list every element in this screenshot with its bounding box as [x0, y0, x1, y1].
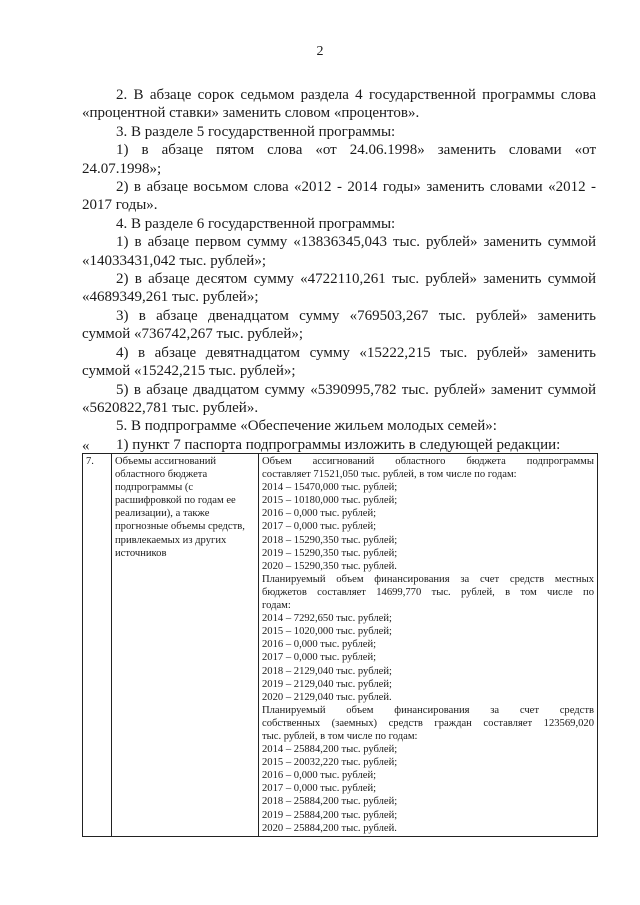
text-line: 2. В абзаце сорок седьмом раздела 4 государственной программы слова [116, 87, 596, 103]
year-line: 2016 – 0,000 тыс. рублей; [262, 770, 377, 782]
text-line: «процентной ставки» заменить словом «процентов». [82, 105, 420, 122]
table-row [83, 454, 598, 837]
text-line: 24.07.1998»; [82, 160, 162, 177]
text-line: 4. В разделе 6 государственной программы: [116, 215, 396, 232]
text-line: 1) в абзаце первом сумму «13836345,043 тыс. рублей» заменить суммой [116, 234, 596, 251]
year-line: 2014 – 25884,200 тыс. рублей; [262, 744, 398, 756]
row-number: 7. [83, 454, 112, 837]
label-line: подпрограммы (с [115, 482, 194, 494]
text-line: 3) в абзаце двенадцатом сумму «769503,267 тыс. рублей» заменить [116, 307, 596, 324]
year-line: 2016 – 0,000 тыс. рублей; [262, 639, 377, 651]
year-line: 2020 – 25884,200 тыс. рублей. [262, 822, 397, 834]
paragraph [82, 307, 596, 325]
paragraph-continuation [82, 362, 596, 380]
paragraph-continuation [82, 160, 596, 178]
text-line: 5. В подпрограмме «Обеспечение жильем молодых семей»: [116, 418, 497, 435]
content-line: Объем ассигнований областного бюджета подпрограммы [262, 456, 594, 467]
year-line: 2018 – 2129,040 тыс. рублей; [262, 665, 392, 677]
paragraph [82, 344, 596, 362]
content-line: составляет 71521,050 тыс. рублей, в том числе по годам: [262, 469, 517, 481]
paragraph-continuation [82, 288, 596, 306]
paragraph-continuation [82, 196, 596, 214]
year-line: 2017 – 0,000 тыс. рублей; [262, 652, 377, 664]
paragraph [82, 178, 596, 196]
text-line: суммой «736742,267 тыс. рублей»; [82, 326, 304, 343]
text-line: «5620822,781 тыс. рублей». [82, 399, 259, 416]
year-line: 2015 – 10180,000 тыс. рублей; [262, 495, 398, 507]
text-line: 1) пункт 7 паспорта подпрограммы изложить в следующей редакции: [116, 436, 561, 453]
year-line: 2015 – 1020,000 тыс. рублей; [262, 626, 392, 638]
paragraph-continuation [82, 399, 596, 417]
content-line: Планируемый объем финансирования за счет средств [262, 704, 594, 716]
paragraph [82, 86, 596, 104]
paragraph [82, 417, 596, 435]
year-line: 2019 – 25884,200 тыс. рублей; [262, 809, 398, 821]
year-line: 2019 – 2129,040 тыс. рублей; [262, 678, 392, 690]
paragraph [82, 215, 596, 233]
year-line: 2020 – 15290,350 тыс. рублей. [262, 560, 397, 572]
year-line: 2015 – 20032,220 тыс. рублей; [262, 757, 398, 769]
text-line: 5) в абзаце двадцатом сумму «5390995,782 тыс. рублей» заменит суммой [116, 381, 596, 398]
paragraph [82, 381, 596, 399]
year-line: 2018 – 15290,350 тыс. рублей; [262, 534, 398, 546]
content-line: Планируемый объем финансирования за счет средств местных [262, 573, 594, 585]
year-line: 2018 – 25884,200 тыс. рублей; [262, 796, 398, 808]
text-line: 4) в абзаце девятнадцатом сумму «15222,215 тыс. рублей» заменить [116, 344, 596, 361]
label-line: других источников [115, 534, 227, 559]
year-line: 2014 – 7292,650 тыс. рублей; [262, 613, 392, 625]
text-line: суммой «15242,215 тыс. рублей»; [82, 363, 296, 380]
label-line: расшифровкой по годам [115, 495, 224, 507]
paragraph [82, 141, 596, 159]
label-line: прогнозные объемы [115, 521, 206, 533]
content-line: тыс. рублей, в том числе по годам: [262, 730, 418, 742]
paragraph-continuation [82, 325, 596, 343]
content-line: собственных (заемных) средств граждан составляет 123569,020 [262, 717, 594, 729]
label-line: областного бюджета [115, 469, 208, 481]
row-content [259, 454, 598, 837]
content-line: годам: [262, 600, 291, 612]
year-line: 2016 – 0,000 тыс. рублей; [262, 508, 377, 520]
content-line: бюджетов составляет 14699,770 тыс. рублей, в том числе по [262, 586, 594, 598]
text-line: 3. В разделе 5 государственной программы: [116, 123, 396, 140]
paragraph [82, 123, 596, 141]
year-line: 2017 – 0,000 тыс. рублей; [262, 521, 377, 533]
year-line: 2019 – 15290,350 тыс. рублей; [262, 547, 398, 559]
label-line: Объемы ассигнований [115, 456, 217, 467]
paragraph [82, 436, 596, 454]
text-line: «14033431,042 тыс. рублей»; [82, 252, 266, 269]
text-line: 2) в абзаце десятом сумму «4722110,261 тыс. рублей» заменить суммой [116, 271, 596, 288]
paragraph-continuation [82, 252, 596, 270]
paragraph [82, 233, 596, 251]
page-number: 2 [316, 44, 324, 59]
text-line: «4689349,261 тыс. рублей»; [82, 289, 259, 306]
year-line: 2017 – 0,000 тыс. рублей; [262, 783, 377, 795]
text-line: 1) в абзаце пятом слова «от 24.06.1998» заменить словами «от [116, 142, 596, 159]
paragraph [82, 270, 596, 288]
year-line: 2014 – 15470,000 тыс. рублей; [262, 482, 398, 494]
paragraph-continuation [82, 104, 596, 122]
amendment-text [82, 86, 596, 454]
label-line: средств, привлекаемых из [115, 521, 245, 546]
label-line: ее реализации), а также [115, 495, 236, 520]
opening-quote: « [82, 438, 90, 454]
text-line: 2) в абзаце восьмом слова «2012 - 2014 годы» заменить словами «2012 - [116, 179, 596, 196]
row-label [112, 454, 259, 837]
text-line: 2017 годы». [82, 197, 158, 214]
passport-table [82, 453, 598, 837]
year-line: 2020 – 2129,040 тыс. рублей. [262, 691, 392, 703]
